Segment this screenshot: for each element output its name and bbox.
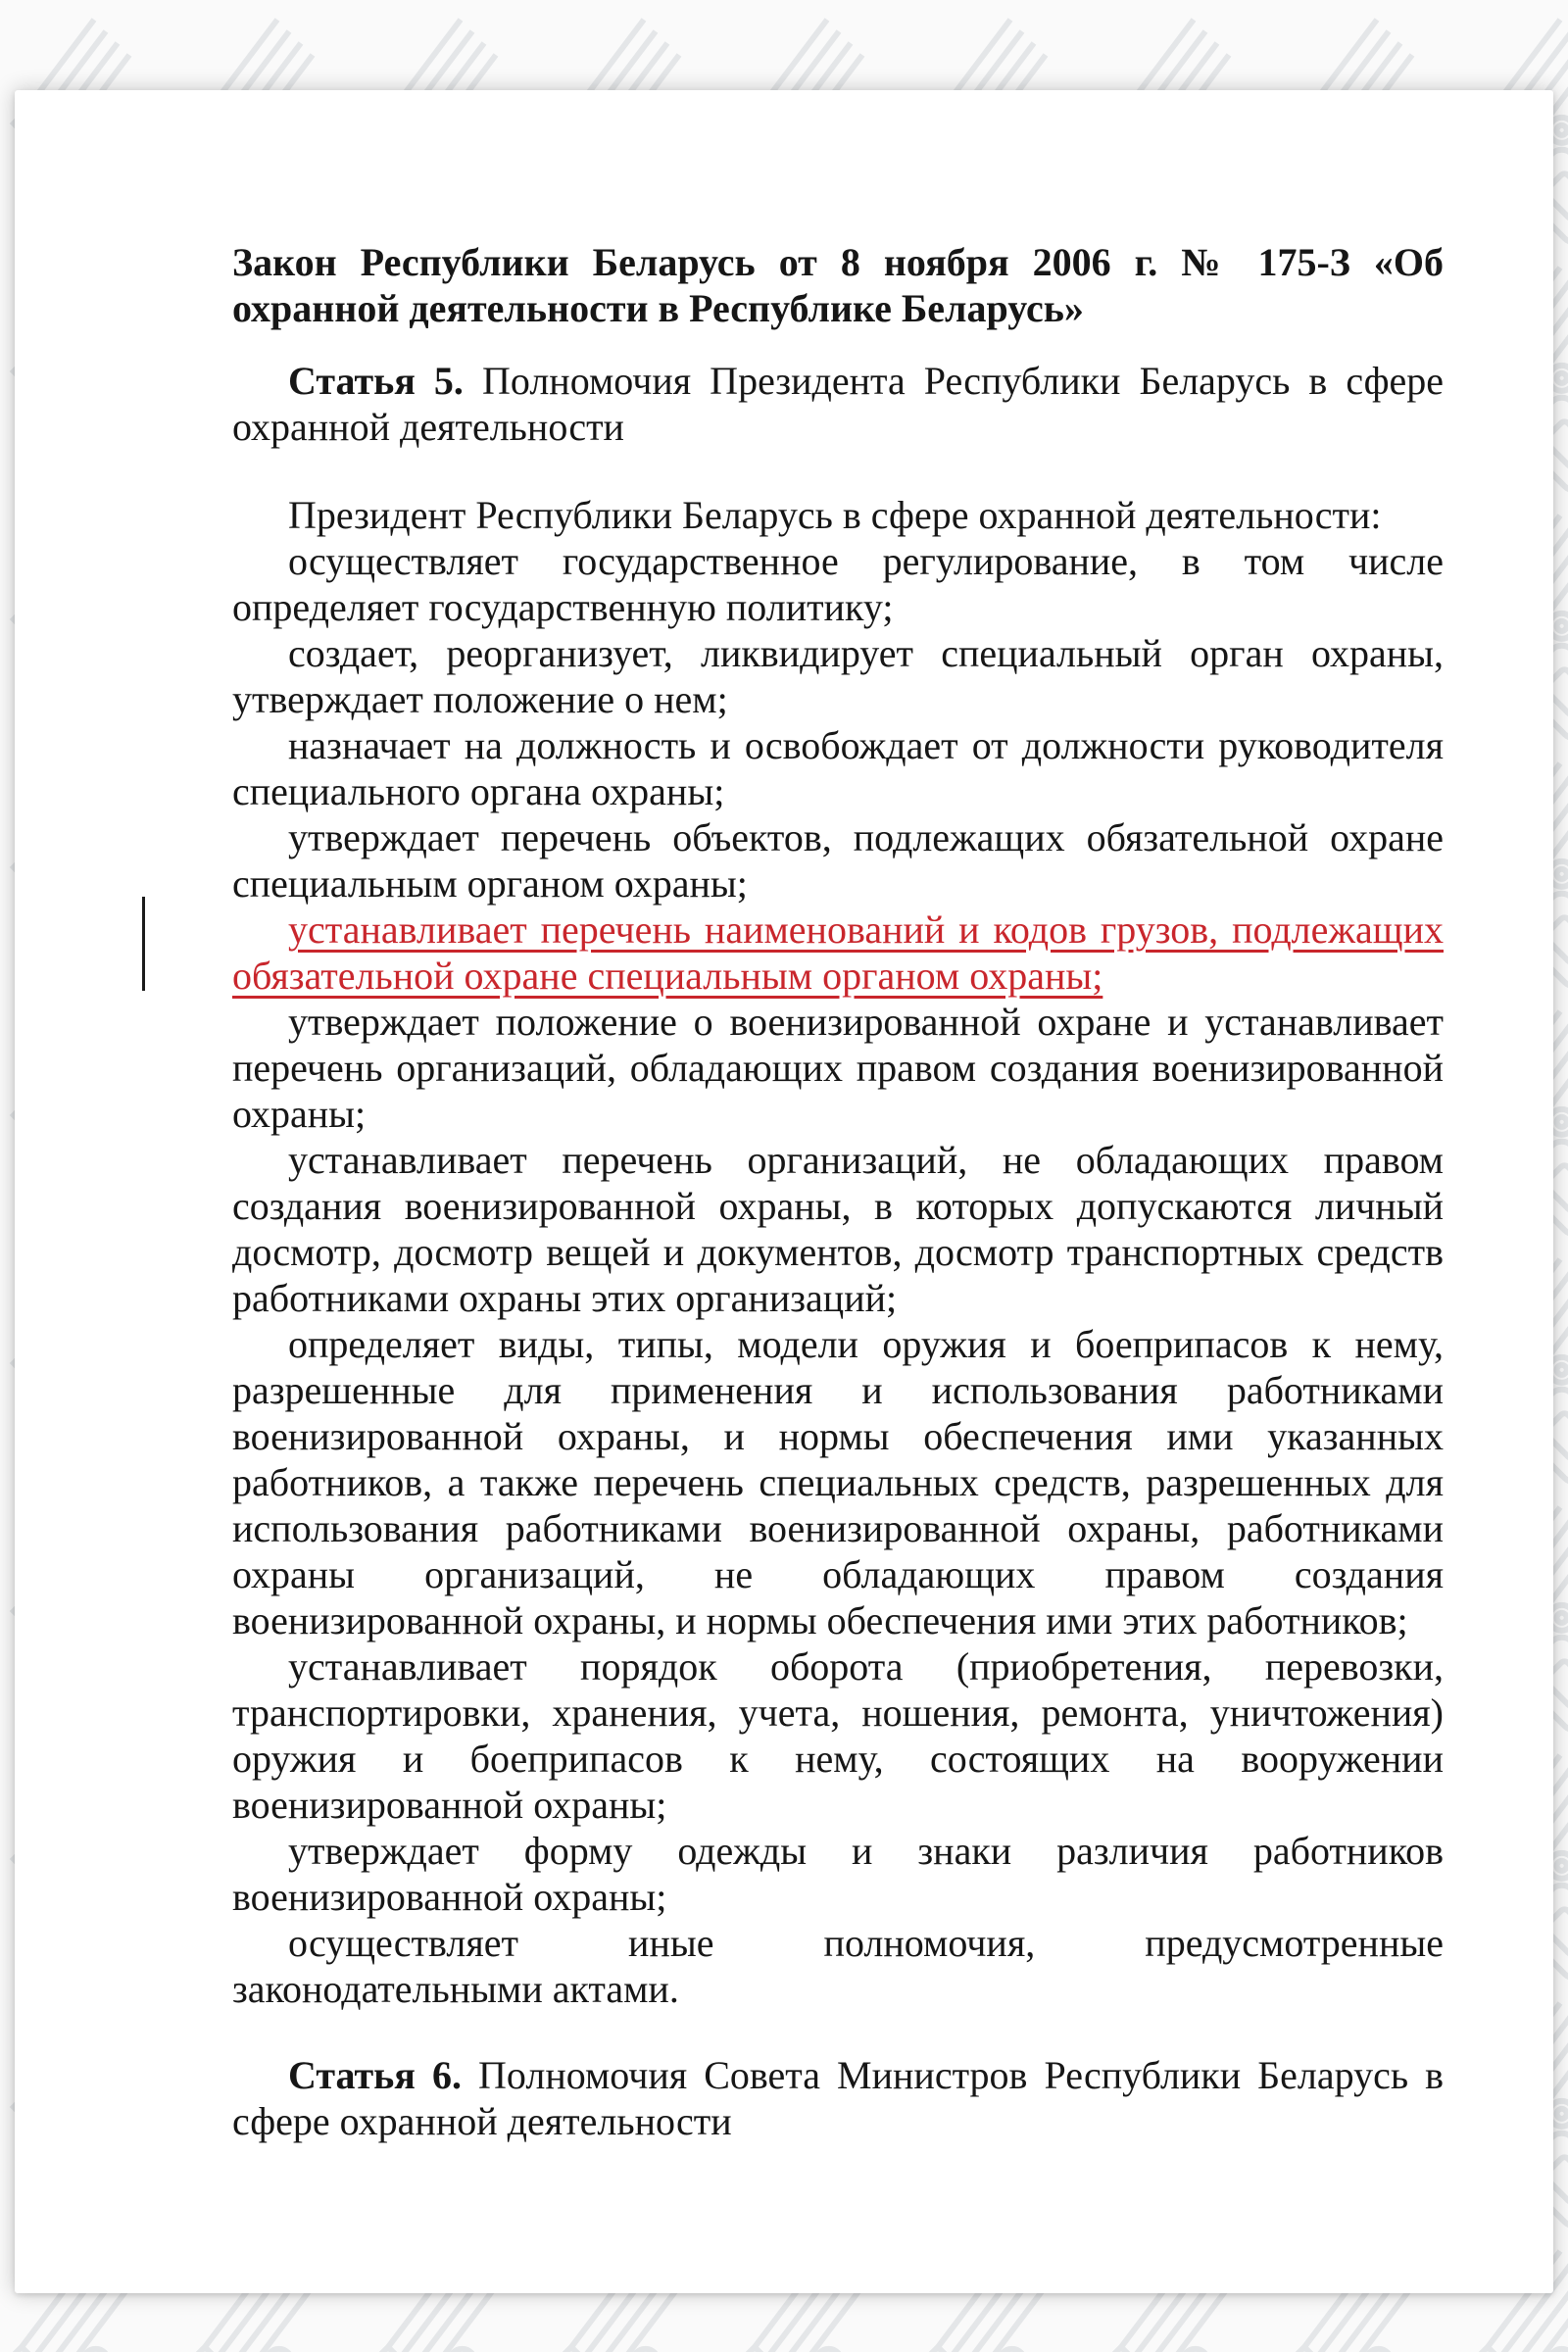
clause: устанавливает порядок оборота (приобретения, перевозки, транспортировки, хранения, учета, ношения, ремонта, уничтожения) оружия и боеприпасов к нему, состоящих на вооружении военизированной охраны; [232,1644,1444,1827]
article-5-number: Статья 5. [288,359,464,403]
clause: утверждает форму одежды и знаки различия работников военизированной охраны; [232,1829,1444,1919]
article-6-heading-text: Полномочия Совета Министров Республики Беларусь в сфере охранной деятельности [232,2053,1445,2143]
clause: создает, реорганизует, ликвидирует специальный орган охраны, утверждает положение о нем; [232,631,1444,721]
document-title: Закон Республики Беларусь от 8 ноября 2006 г. № 175-З «Об охранной деятельности в Республике Беларусь» [232,240,1444,330]
article-5-heading [232,358,1444,450]
clause: утверждает положение о военизированной охране и устанавливает перечень организаций, обладающих правом создания военизированной охраны; [232,1000,1444,1136]
clause: назначает на должность и освобождает от должности руководителя специального органа охраны; [232,723,1444,813]
clause: определяет виды, типы, модели оружия и боеприпасов к нему, разрешенные для применения и использования работниками военизированной охраны, и нормы обеспечения ими указанных работников, а также перечень специальных средств, разрешенных для использования работниками военизированной охраны, работниками охраны организаций, не обладающих правом создания военизированной охраны, и нормы обеспечения ими этих работников; [232,1322,1444,1642]
clause: утверждает перечень объектов, подлежащих обязательной охране специальным органом охраны; [232,815,1444,906]
clause: осуществляет иные полномочия, предусмотренные законодательными актами. [232,1921,1444,2011]
clause: устанавливает перечень организаций, не обладающих правом создания военизированной охраны, в которых допускаются личный досмотр, досмотр вещей и документов, досмотр транспортных средств работниками охраны этих организаций; [232,1138,1444,1320]
document-page [15,90,1553,2293]
article-6-heading [232,2052,1444,2144]
article-6-number: Статья 6. [288,2053,462,2097]
article-5-intro: Президент Республики Беларусь в сфере охранной деятельности: [288,493,1382,537]
amended-clause: устанавливает перечень наименований и кодов грузов, подлежащих обязательной охране специальным органом охраны; [232,907,1444,998]
clause: осуществляет государственное регулирование, в том числе определяет государственную политику; [232,539,1444,629]
article-5-heading-text: Полномочия Президента Республики Беларусь в сфере охранной деятельности [232,359,1445,449]
